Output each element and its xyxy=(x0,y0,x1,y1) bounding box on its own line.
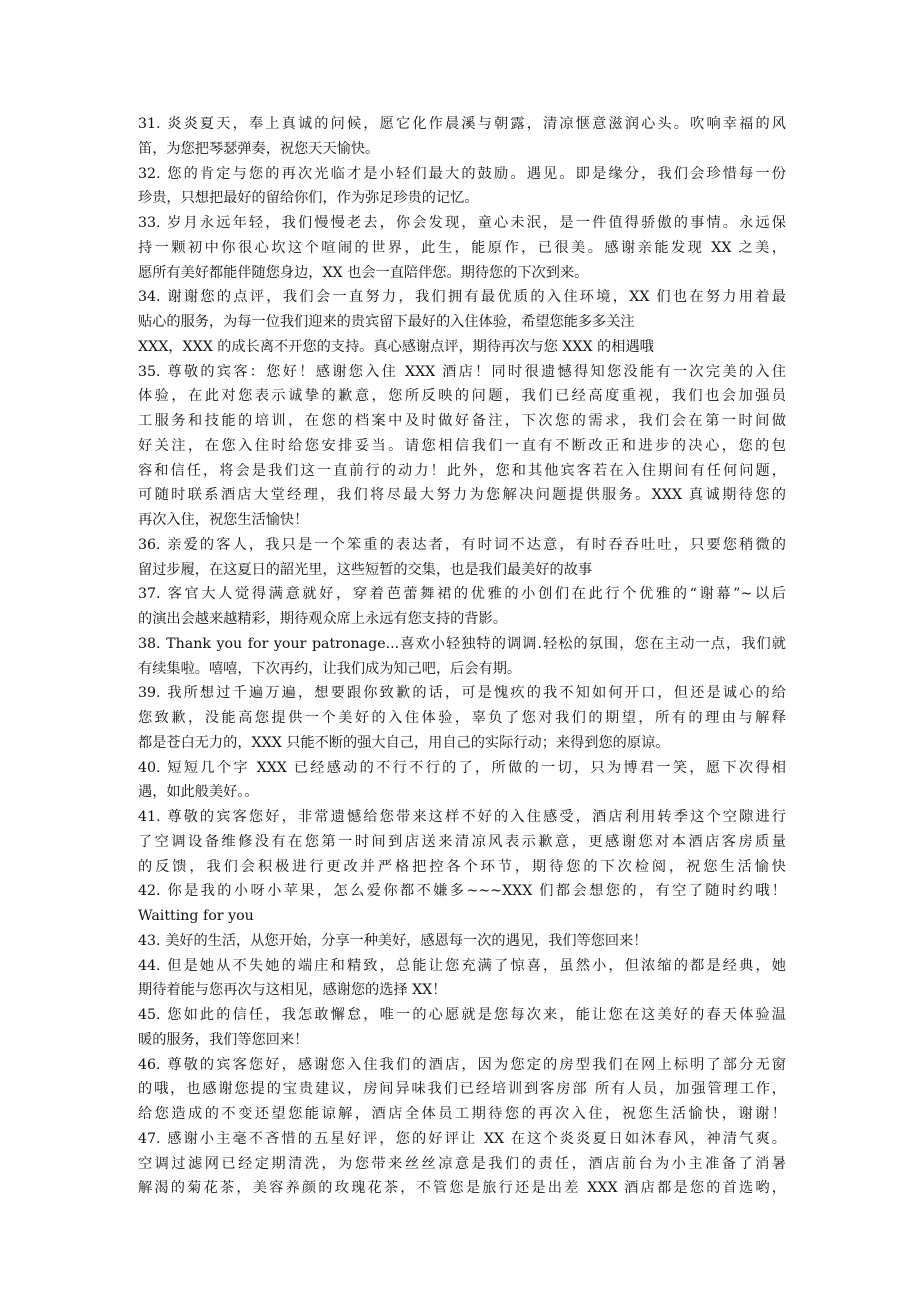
text-line: 39. 我所想过千遍万遍，想要跟你致歉的话，可是愧疚的我不知如何开口，但还是诚心的给 xyxy=(138,685,786,702)
text-line: 珍贵，只想把最好的留给你们，作为弥足珍贵的记忆。 xyxy=(138,190,479,207)
text-line: 34. 谢谢您的点评，我们会一直努力，我们拥有最优质的入住环境，XX 们也在努力用着最 xyxy=(138,289,786,306)
text-line: 空调过滤网已经定期清洗，为您带来丝丝凉意是我们的责任，酒店前台为小主准备了消暑 xyxy=(138,1155,786,1172)
text-line: 持一颗初中你很心坎这个喧闹的世界，此生，能原作，已很美。感谢亲能发现 XX 之美， xyxy=(138,239,786,256)
text-line: 您致歉，没能高您提供一个美好的入住体验，辜负了您对我们的期望，所有的理由与解释 xyxy=(138,710,786,726)
text-line: 了空调设备维修没有在您第一时间到店送来清凉风表示歉意，更感谢您对本酒店客房质量 xyxy=(138,833,786,850)
text-line: 38. Thank you for your patronage...喜欢小轻独特的调调.轻松的氛围，您在主动一点，我们就 xyxy=(138,635,786,652)
text-line: 44. 但是她从不失她的端庄和精致，总能让您充满了惊喜，虽然小，但浓缩的都是经典，她 xyxy=(138,957,786,974)
text-line: 再次入住，祝您生活愉快！ xyxy=(138,512,309,528)
text-line: 的演出会越来越精彩，期待观众席上永远有您支持的背影。 xyxy=(138,611,507,627)
text-line: 暖的服务，我们等您回来！ xyxy=(138,1031,309,1048)
text-line: 的哦，也感谢您提的宝贵建议，房间异味我们已经培训到客房部 所有人员，加强管理工作， xyxy=(138,1081,786,1098)
text-line: 37. 客官大人觉得满意就好，穿着芭蕾舞裙的优雅的小创们在此行个优雅的“谢幕”~以后 xyxy=(138,586,786,603)
document-body xyxy=(138,112,786,1201)
text-line: 45. 您如此的信任，我怎敢懈怠，唯一的心愿就是您每次来，能让您在这美好的春天体验温 xyxy=(138,1007,786,1023)
text-line: 31. 炎炎夏天，奉上真诚的问候，愿它化作晨溪与朝露，清凉惬意滋润心头。吹响幸福的风 xyxy=(138,116,786,132)
text-line: 期待着能与您再次与这相见，感谢您的选择 XX！ xyxy=(138,982,447,999)
text-line: Waitting for you xyxy=(138,908,254,924)
text-line: 体验，在此对您表示诚挚的歉意，您所反映的问题，我们已经高度重视，我们也会加强员 xyxy=(138,388,786,405)
text-line: 的反馈，我们会积极进行更改并严格把控各个环节，期待您的下次检阅，祝您生活愉快 xyxy=(138,858,786,875)
text-line: 愿所有美好都能伴随您身边，XX 也会一直陪伴您。期待您的下次到来。 xyxy=(138,264,589,281)
text-line: 32. 您的肯定与您的再次光临才是小轻们最大的鼓励。遇见。即是缘分，我们会珍惜每一份 xyxy=(138,165,786,182)
text-line: 可随时联系酒店大堂经理，我们将尽最大努力为您解决问题提供服务。XXX 真诚期待您的 xyxy=(138,487,786,504)
text-line: 47. 感谢小主毫不吝惜的五星好评，您的好评让 XX 在这个炎炎夏日如沐春风，神清气爽。 xyxy=(138,1130,786,1147)
text-line: 36. 亲爱的客人，我只是一个笨重的表达者，有时词不达意，有时吞吞吐吐，只要您稍微的 xyxy=(138,536,786,553)
text-line: 41. 尊敬的宾客您好，非常遗憾给您带来这样不好的入住感受，酒店利用转季这个空隙进行 xyxy=(138,809,786,825)
text-line: 40. 短短几个字 XXX 已经感动的不行不行的了，所做的一切，只为博君一笑，愿下次得相 xyxy=(138,759,786,776)
text-line: 工服务和技能的培训，在您的档案中及时做好备注，下次您的需求，我们会在第一时间做 xyxy=(138,413,786,429)
text-line: XXX，XXX 的成长离不开您的支持。真心感谢点评，期待再次与您 XXX 的相遇哦 xyxy=(138,338,654,355)
text-line: 好关注，在您入住时给您安排妥当。请您相信我们一直有不断改正和进步的决心，您的包 xyxy=(138,437,786,454)
text-line: 留过步履，在这夏日的韶光里，这些短暂的交集，也是我们最美好的故事 xyxy=(138,561,593,578)
text-line: 遇，如此般美好。。 xyxy=(138,784,259,801)
text-line: 42. 你是我的小呀小苹果，怎么爱你都不嫌多~~~XXX 们都会想您的，有空了随时约哦！ xyxy=(138,883,786,900)
text-line: 都是苍白无力的，XXX 只能不断的强大自己，用自己的实际行动；来得到您的原谅。 xyxy=(138,734,670,751)
text-line: 46. 尊敬的宾客您好，感谢您入住我们的酒店，因为您定的房型我们在网上标明了部分无窗 xyxy=(138,1056,786,1073)
text-line: 43. 美好的生活，从您开始，分享一种美好，感恩每一次的遇见，我们等您回来！ xyxy=(138,932,648,949)
text-line: 有续集啦。嘻嘻，下次再约，让我们成为知己吧，后会有期。 xyxy=(138,660,522,677)
text-line: 笛，为您把琴瑟弹奏，祝您天天愉快。 xyxy=(138,140,380,157)
text-line: 33. 岁月永远年轻，我们慢慢老去，你会发现，童心未泯，是一件值得骄傲的事情。永远保 xyxy=(138,215,786,231)
text-line: 解渴的菊花茶，美容养颜的玫瑰花茶，不管您是旅行还是出差 XXX 酒店都是您的首选哟， xyxy=(138,1180,786,1197)
text-line: 35. 尊敬的宾客：您好！感谢您入住 XXX 酒店！同时很遗憾得知您没能有一次完美的入住 xyxy=(138,363,786,380)
text-line: 贴心的服务，为每一位我们迎来的贵宾留下最好的入住体验，希望您能多多关注 xyxy=(138,314,635,330)
text-line: 容和信任，将会是我们这一直前行的动力！此外，您和其他宾客若在入住期间有任何问题， xyxy=(138,462,786,479)
text-line: 给您造成的不变还望您能谅解，酒店全体员工期待您的再次入住，祝您生活愉快，谢谢！ xyxy=(138,1106,786,1122)
